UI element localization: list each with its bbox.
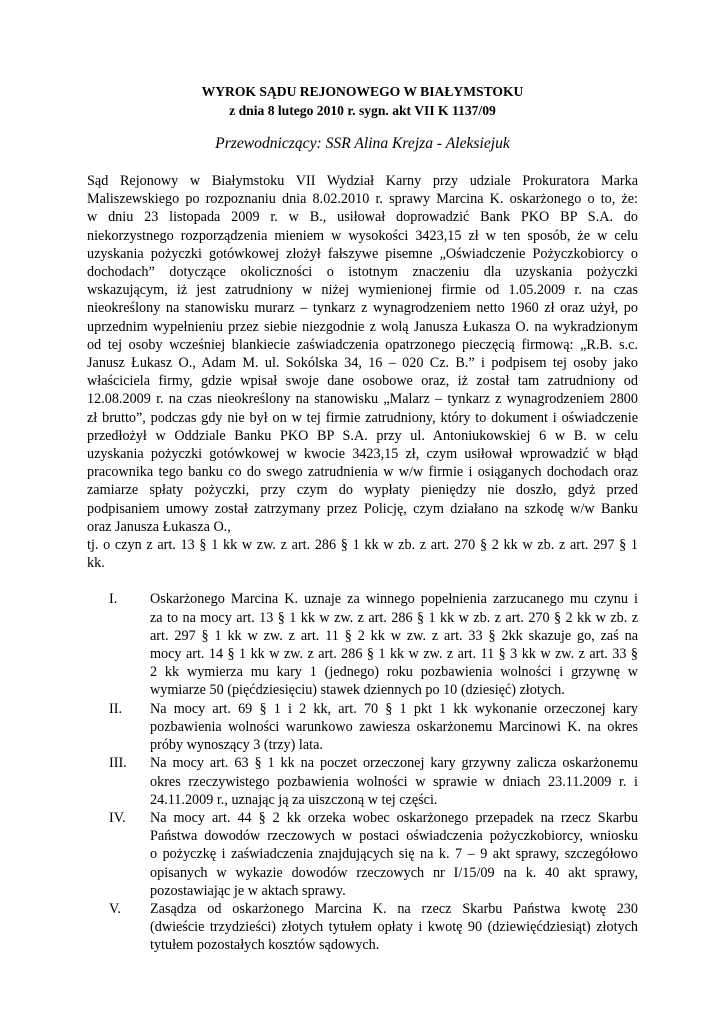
verdict-item-line: Na mocy art. 69 § 1 i 2 kk, art. 70 § 1 pkt 1 kk wykonanie orzeczonej kary xyxy=(150,700,638,717)
verdict-item-line: Oskarżonego Marcina K. uznaje za winnego popełnienia zarzucanego mu czynu i xyxy=(150,591,638,608)
charge-line: tj. o czyn z art. 13 § 1 kk w zw. z art. 286 § 1 kk w zb. z art. 270 § 2 kk w zb. z art. 297 § 1 xyxy=(87,537,638,554)
charge-line: Maliszewskiego po rozpoznaniu dnia 8.02.2010 r. sprawy Marcina K. oskarżonego o to, że: xyxy=(87,191,638,208)
charge-line: kk. xyxy=(87,555,105,572)
charge-line: dochodach” dotyczące okoliczności o istotnym znaczeniu dla uzyskania pożyczki xyxy=(87,264,638,281)
charge-line: 12.08.2009 r. na czas nieokreślony na stanowisku „Malarz – tynkarz z wynagrodzeniem 2800 xyxy=(87,391,638,408)
verdict-item xyxy=(87,590,638,699)
verdict-item-line: próby wynoszący 3 (trzy) lata. xyxy=(150,737,323,754)
charge-line: Sąd Rejonowy w Białymstoku VII Wydział Karny przy udziale Prokuratora Marka xyxy=(87,173,638,189)
charge-line: Janusz Łukasz O., Adam M. ul. Sokólska 34, 16 – 020 Cz. B.” i podpisem tej osoby jako xyxy=(87,355,638,372)
verdict-item-number: V. xyxy=(109,900,121,917)
verdict-item-number: II. xyxy=(109,700,122,717)
verdict-item-line: (dwieście trzydzieści) złotych tytułem opłaty i kwotę 90 (dziewięćdziesiąt) złotych xyxy=(150,919,638,936)
charge-line: zamiarze spłaty pożyczki, przy czym do wypłaty pieniędzy nie doszło, gdyż przed xyxy=(87,482,638,499)
section-gap xyxy=(87,572,638,590)
verdict-item xyxy=(87,900,638,955)
verdict-item-line: Zasądza od oskarżonego Marcina K. na rzecz Skarbu Państwa kwotę 230 xyxy=(150,900,638,917)
verdict-item-line: 2 kk wymierza mu kary 1 (jednego) roku pozbawienia wolności i grzywnę w xyxy=(150,664,638,681)
verdict-item-line: okres rzeczywistego pozbawienia wolności w sprawie w dniach 23.11.2009 r. i xyxy=(150,773,638,790)
charge-line: podpisaniem umowy został zatrzymany przez Policję, czym działano na szkodę w/w Banku xyxy=(87,500,638,517)
charge-line: wskazującym, iż jest zatrudniony w niżej wymienionej firmie od 1.05.2009 r. na czas xyxy=(87,282,638,299)
charge-line: od tej osoby wcześniej blankiecie zaświadczenia opatrzonego pieczęcią firmową: „R.B. s.c. xyxy=(87,336,638,353)
charge-line: uzyskania pożyczki gotówkowej złożył fałszywe pisemne „Oświadczenie Pożyczkobiorcy o xyxy=(87,245,638,262)
document-title xyxy=(87,82,638,120)
verdict-item-line: o pożyczkę i zaświadczenia znajdujących się na k. 7 – 9 akt sprawy, szczegółowo xyxy=(150,846,638,863)
verdict-item-line: pozostawiając je w aktach sprawy. xyxy=(150,882,346,899)
charge-line: przedłożył w Oddziale Banku PKO BP S.A. przy ul. Antoniukowskiej 6 w B. w celu xyxy=(87,427,638,444)
verdict-item-line: art. 297 § 1 kk w zw. z art. 11 § 2 kk w zw. z art. 33 § 2kk skazuje go, zaś na xyxy=(150,627,638,644)
verdict-item-line: pozbawienia wolności warunkowo zawiesza oskarżonemu Marcinowi K. na okres xyxy=(150,718,638,735)
charge-line: uprzednim wypełnieniu przez siebie niezgodnie z wolą Janusza Łukasza O. na wykradzionym xyxy=(87,318,638,335)
title-line-1: WYROK SĄDU REJONOWEGO W BIAŁYMSTOKU xyxy=(201,84,524,99)
verdict-items xyxy=(87,590,638,954)
charge-line: niekorzystnego rozporządzenia mieniem w wysokości 3423,15 zł w ten sposób, że w celu xyxy=(87,227,638,244)
charge-line: nieokreślony na stanowisku murarz – tynkarz z wynagrodzeniem netto 1960 zł oraz użył, po xyxy=(87,300,638,317)
verdict-item xyxy=(87,700,638,755)
verdict-item-line: tytułem pozostałych kosztów sądowych. xyxy=(150,937,380,954)
charge-description xyxy=(87,172,638,572)
presiding-judge: Przewodniczący: SSR Alina Krejza - Aleksiejuk xyxy=(215,135,510,152)
verdict-item-line: Państwa dowodów rzeczowych w postaci oświadczenia pożyczkobiorcy, wniosku xyxy=(150,828,638,845)
judgment-document xyxy=(87,82,638,955)
charge-line: pracownika tego banku co do swego zatrudnienia w w/w firmie i osiąganych dochodach oraz xyxy=(87,464,638,481)
verdict-item xyxy=(87,754,638,809)
verdict-item-line: opisanych w wykazie dowodów rzeczowych nr I/15/09 na k. 40 akt sprawy, xyxy=(150,864,638,881)
title-line-2: z dnia 8 lutego 2010 r. sygn. akt VII K 1137/09 xyxy=(229,103,496,118)
verdict-item-number: III. xyxy=(109,755,127,772)
verdict-item-line: Na mocy art. 44 § 2 kk orzeka wobec oskarżonego przepadek na rzecz Skarbu xyxy=(150,809,638,826)
charge-line: oraz Janusza Łukasza O., xyxy=(87,518,231,535)
verdict-item xyxy=(87,809,638,900)
verdict-item-number: IV. xyxy=(109,809,126,826)
verdict-item-line: za to na mocy art. 13 § 1 kk w zw. z art. 286 § 1 kk w zb. z art. 270 § 2 kk w zb. z xyxy=(150,609,638,626)
verdict-item-line: mocy art. 14 § 1 kk w zw. z art. 286 § 1 kk w zw. z art. 11 § 3 kk w zw. z art. 33 § xyxy=(150,646,638,663)
charge-line: zł brutto”, podczas gdy nie był on w tej firmie zatrudniony, który to dokument i oświadczenie xyxy=(87,409,638,426)
charge-line: uzyskania pożyczki gotówkowej w kwocie 3423,15 zł, czym usiłował wprowadzić w błąd xyxy=(87,446,638,463)
verdict-item-line: 24.11.2009 r., uznając ją za uiszczoną w tej części. xyxy=(150,791,438,808)
verdict-item-number: I. xyxy=(109,591,118,608)
charge-line: właściciela firmy, gdzie wpisał swoje dane osobowe oraz, iż został tam zatrudniony od xyxy=(87,373,638,390)
verdict-item-line: wymiarze 50 (pięćdziesięciu) stawek dziennych po 10 (dziesięć) złotych. xyxy=(150,682,565,699)
charge-line: w dniu 23 listopada 2009 r. w B., usiłował doprowadzić Bank PKO BP S.A. do xyxy=(87,209,638,226)
verdict-item-line: Na mocy art. 63 § 1 kk na poczet orzeczonej kary grzywny zalicza oskarżonemu xyxy=(150,755,638,772)
